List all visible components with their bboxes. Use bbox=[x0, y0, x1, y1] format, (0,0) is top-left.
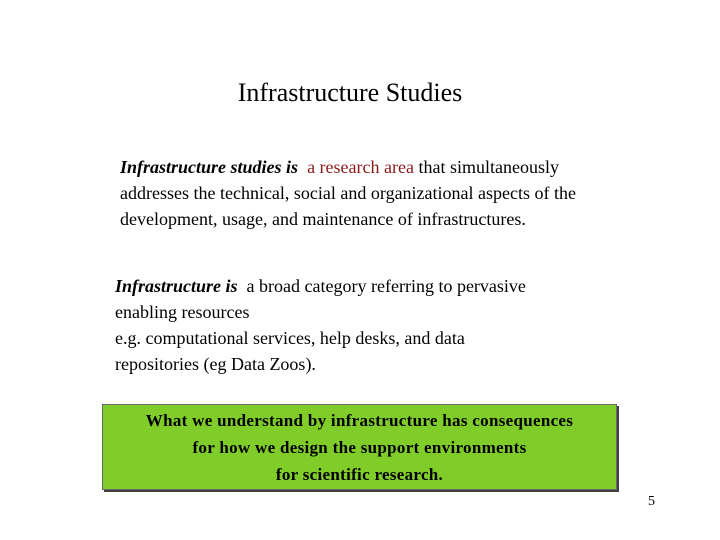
definition-line-1 bbox=[120, 154, 660, 180]
highlighted-phrase: a research area bbox=[307, 157, 414, 177]
callout-line-1: What we understand by infrastructure has consequences bbox=[145, 410, 574, 430]
callout-box bbox=[102, 404, 617, 490]
definition2-line-1-end: a broad category referring to pervasive bbox=[246, 276, 526, 296]
definition-infrastructure bbox=[115, 273, 635, 377]
definition2-line-1 bbox=[115, 273, 635, 299]
definition2-line-4: repositories (eg Data Zoos). bbox=[115, 354, 316, 374]
slide-title: Infrastructure Studies bbox=[237, 78, 463, 107]
term-infrastructure-studies: Infrastructure studies is bbox=[120, 157, 299, 177]
callout-line-2: for how we design the support environments bbox=[192, 437, 527, 457]
term-infrastructure: Infrastructure is bbox=[115, 276, 238, 296]
definition2-line-2: enabling resources bbox=[115, 302, 250, 322]
definition-infrastructure-studies bbox=[120, 154, 660, 232]
definition-line-2: addresses the technical, social and organizational aspects of the bbox=[120, 183, 576, 203]
definition-line-1-end: that simultaneously bbox=[413, 157, 559, 177]
callout-line-3: for scientific research. bbox=[275, 464, 444, 484]
definition-line-3: development, usage, and maintenance of infrastructures. bbox=[120, 209, 526, 229]
page-number: 5 bbox=[648, 494, 655, 509]
definition2-line-3: e.g. computational services, help desks, and data bbox=[115, 328, 465, 348]
